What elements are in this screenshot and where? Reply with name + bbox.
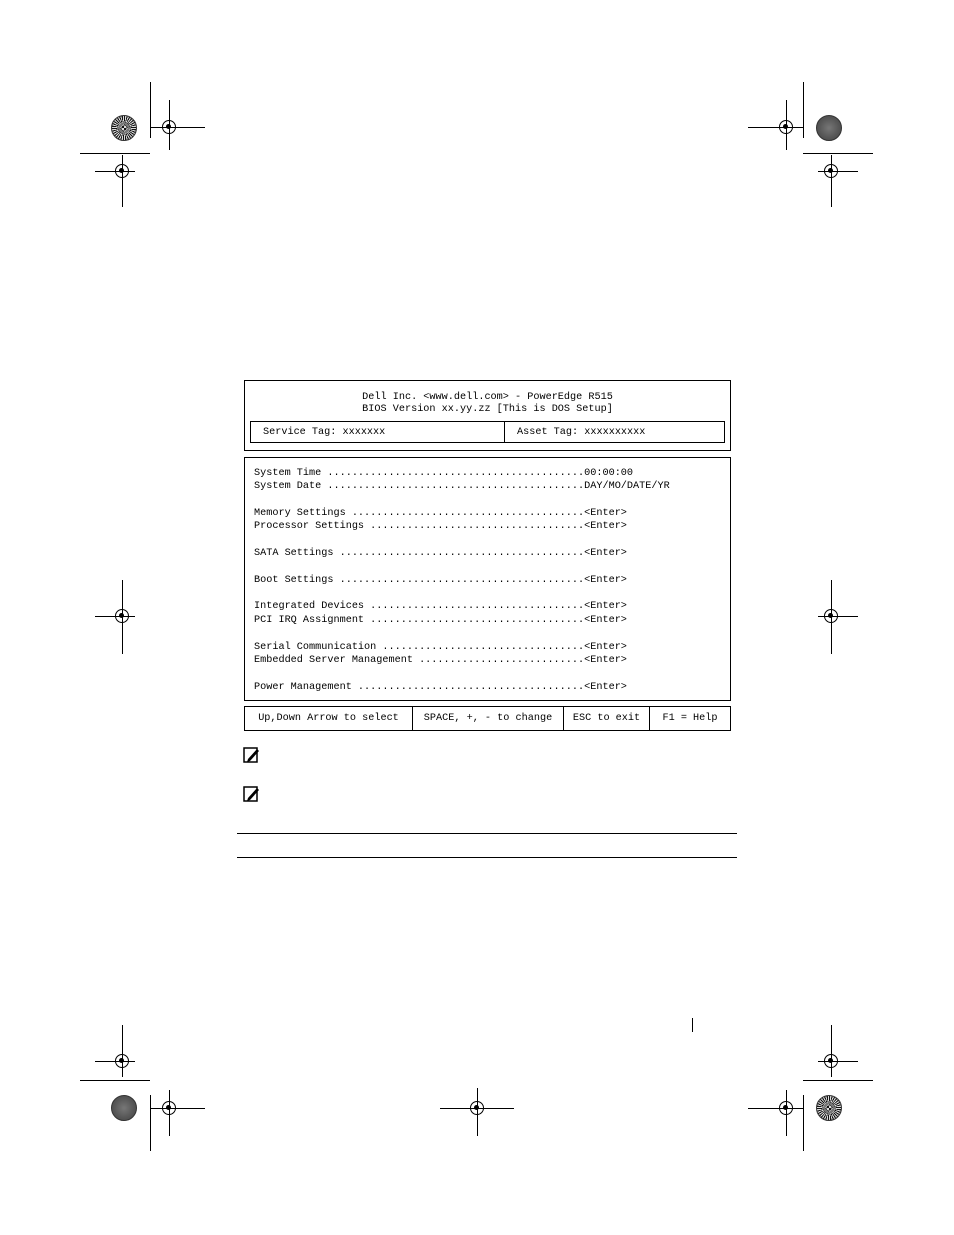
menu-item-memory-settings[interactable]: Memory Settings ......................................<Enter> [254, 508, 627, 519]
registration-cross-icon [824, 609, 838, 623]
note-pencil-icon [243, 785, 261, 803]
bios-title: Dell Inc. <www.dell.com> - PowerEdge R515 [362, 392, 613, 403]
registration-wheel-icon [111, 115, 137, 141]
registration-cross-icon [162, 120, 176, 134]
menu-item-system-time[interactable]: System Time ..........................................00:00:00 [254, 468, 634, 479]
menu-item-boot-settings[interactable]: Boot Settings ........................................<Enter> [254, 575, 627, 586]
menu-item-serial-communication[interactable]: Serial Communication .................................<Enter> [254, 642, 627, 653]
registration-cross-icon [162, 1101, 176, 1115]
registration-cross-icon [779, 1101, 793, 1115]
footer-change-hint: SPACE, +, - to change [412, 707, 563, 730]
divider-rule [237, 857, 737, 858]
bios-version: BIOS Version xx.yy.zz [This is DOS Setup] [362, 404, 613, 415]
registration-cross-icon [115, 1054, 129, 1068]
note-pencil-icon [243, 746, 261, 764]
menu-item-system-date[interactable]: System Date ..........................................DAY/MO/DATE/YR [254, 481, 670, 492]
menu-item-pci-irq-assignment[interactable]: PCI IRQ Assignment ...................................<Enter> [254, 615, 627, 626]
registration-cross-icon [824, 1054, 838, 1068]
menu-item-power-management[interactable]: Power Management .....................................<Enter> [254, 682, 627, 693]
menu-item-sata-settings[interactable]: SATA Settings ........................................<Enter> [254, 548, 627, 559]
registration-cross-icon [115, 164, 129, 178]
divider-rule [237, 833, 737, 834]
menu-item-processor-settings[interactable]: Processor Settings ...................................<Enter> [254, 521, 627, 532]
footer-exit-hint: ESC to exit [563, 707, 649, 730]
footer-help-hint: F1 = Help [649, 707, 730, 730]
menu-item-integrated-devices[interactable]: Integrated Devices ...................................<Enter> [254, 601, 627, 612]
bios-header-panel [244, 380, 731, 451]
registration-wheel-icon [816, 115, 842, 141]
registration-cross-icon [779, 120, 793, 134]
tag-box [250, 421, 725, 443]
registration-wheel-icon [111, 1095, 137, 1121]
asset-tag: Asset Tag: xxxxxxxxxx [504, 422, 724, 442]
registration-cross-icon [115, 609, 129, 623]
service-tag: Service Tag: xxxxxxx [263, 426, 386, 438]
menu-item-embedded-server-management[interactable]: Embedded Server Management ...........................<Enter> [254, 655, 627, 666]
footer-select-hint: Up,Down Arrow to select [258, 713, 399, 724]
bios-footer-panel [244, 706, 731, 731]
registration-wheel-icon [816, 1095, 842, 1121]
bios-menu-panel [244, 457, 731, 701]
registration-cross-icon [824, 164, 838, 178]
registration-cross-icon [470, 1101, 484, 1115]
